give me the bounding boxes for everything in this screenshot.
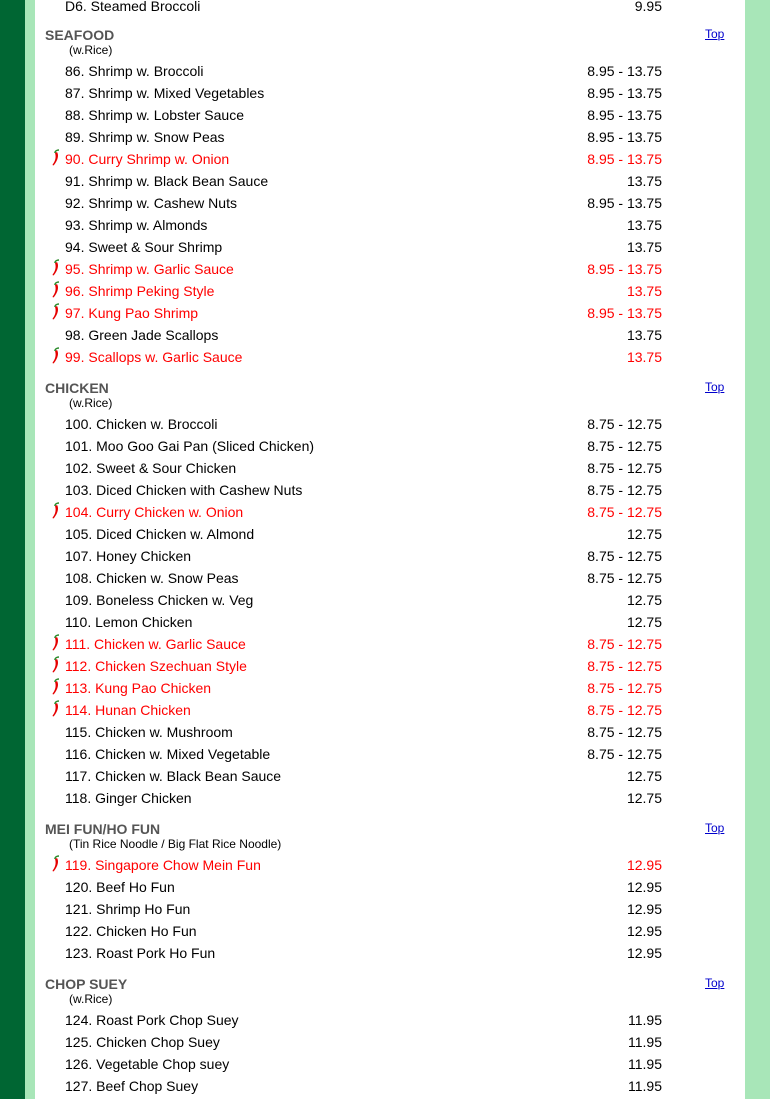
section-subtitle: (w.Rice) xyxy=(69,992,113,1006)
menu-item-name: 114. Hunan Chicken xyxy=(65,702,191,718)
menu-item xyxy=(35,457,745,479)
menu-item xyxy=(35,60,745,82)
menu-item-name: 122. Chicken Ho Fun xyxy=(65,923,197,939)
menu-item-price: 13.75 xyxy=(626,283,662,299)
section-subtitle: (w.Rice) xyxy=(69,396,113,410)
menu-item xyxy=(35,479,745,501)
menu-item-name: 88. Shrimp w. Lobster Sauce xyxy=(65,107,244,123)
menu-item-name: 113. Kung Pao Chicken xyxy=(65,680,212,696)
chili-pepper-icon xyxy=(50,502,62,520)
menu-item-price: 8.75 - 12.75 xyxy=(587,504,662,520)
menu-item-name: 102. Sweet & Sour Chicken xyxy=(65,460,237,476)
chili-pepper-icon xyxy=(50,281,62,299)
menu-item xyxy=(35,920,745,942)
menu-item xyxy=(35,1031,745,1053)
menu-item-price: 8.75 - 12.75 xyxy=(587,570,662,586)
menu-item xyxy=(35,854,745,876)
menu-item-name: 98. Green Jade Scallops xyxy=(65,327,219,343)
section-title: CHICKEN xyxy=(45,380,109,396)
chili-pepper-icon xyxy=(50,303,62,321)
menu-item xyxy=(35,1053,745,1075)
section-title: SEAFOOD xyxy=(45,27,115,43)
menu-item-price: 8.75 - 12.75 xyxy=(587,636,662,652)
menu-item-name: 91. Shrimp w. Black Bean Sauce xyxy=(65,173,269,189)
menu-item-name: 109. Boneless Chicken w. Veg xyxy=(65,592,254,608)
menu-item-price: 12.95 xyxy=(626,879,662,895)
menu-item xyxy=(35,589,745,611)
menu-item-price: 8.75 - 12.75 xyxy=(587,680,662,696)
menu-item-price: 12.75 xyxy=(626,790,662,806)
menu-item-price: 9.95 xyxy=(634,0,662,14)
menu-item-price: 8.95 - 13.75 xyxy=(587,85,662,101)
menu-item xyxy=(35,280,745,302)
menu-item-price: 8.95 - 13.75 xyxy=(587,63,662,79)
menu-item-price: 13.75 xyxy=(626,173,662,189)
menu-item-price: 13.75 xyxy=(626,239,662,255)
menu-item-name: 111. Chicken w. Garlic Sauce xyxy=(65,636,246,652)
menu-item-name: 117. Chicken w. Black Bean Sauce xyxy=(65,768,282,784)
menu-item xyxy=(35,677,745,699)
menu-item xyxy=(35,611,745,633)
menu-item-price: 8.75 - 12.75 xyxy=(587,416,662,432)
menu-item xyxy=(35,302,745,324)
menu-item-name: D6. Steamed Broccoli xyxy=(65,0,201,14)
section-subtitle: (w.Rice) xyxy=(69,43,113,57)
section-subtitle: (Tin Rice Noodle / Big Flat Rice Noodle) xyxy=(69,837,282,851)
menu-item xyxy=(35,545,745,567)
menu-item xyxy=(35,126,745,148)
menu-item xyxy=(35,192,745,214)
menu-item-name: 101. Moo Goo Gai Pan (Sliced Chicken) xyxy=(65,438,315,454)
section-title: MEI FUN/HO FUN xyxy=(45,821,161,837)
menu-item-name: 87. Shrimp w. Mixed Vegetables xyxy=(65,85,265,101)
top-link[interactable]: Top xyxy=(705,27,725,41)
menu-item xyxy=(35,170,745,192)
top-link[interactable]: Top xyxy=(705,821,725,835)
chili-pepper-icon xyxy=(50,347,62,365)
menu-item-name: 123. Roast Pork Ho Fun xyxy=(65,945,216,961)
menu-item-price: 8.75 - 12.75 xyxy=(587,658,662,674)
menu-item-name: 104. Curry Chicken w. Onion xyxy=(65,504,244,520)
chili-pepper-icon xyxy=(50,634,62,652)
menu-item-name: 89. Shrimp w. Snow Peas xyxy=(65,129,225,145)
menu-item-name: 96. Shrimp Peking Style xyxy=(65,283,215,299)
menu-item-name: 112. Chicken Szechuan Style xyxy=(65,658,247,674)
menu-item-name: 94. Sweet & Sour Shrimp xyxy=(65,239,223,255)
menu-item-name: 93. Shrimp w. Almonds xyxy=(65,217,208,233)
chili-pepper-icon xyxy=(50,855,62,873)
menu-item-price: 8.95 - 13.75 xyxy=(587,261,662,277)
menu-content xyxy=(35,0,745,1099)
menu-item xyxy=(35,501,745,523)
chili-pepper-icon xyxy=(50,678,62,696)
menu-item xyxy=(35,523,745,545)
menu-item-price: 11.95 xyxy=(628,1034,662,1050)
chili-pepper-icon xyxy=(50,656,62,674)
menu-item xyxy=(35,721,745,743)
menu-item-price: 13.75 xyxy=(626,349,662,365)
menu-item-price: 8.75 - 12.75 xyxy=(587,438,662,454)
menu-item-name: 126. Vegetable Chop suey xyxy=(65,1056,230,1072)
left-dark-border xyxy=(0,0,25,1099)
menu-item-name: 105. Diced Chicken w. Almond xyxy=(65,526,255,542)
menu-item xyxy=(35,82,745,104)
menu-item xyxy=(35,787,745,809)
menu-item-price: 8.75 - 12.75 xyxy=(587,548,662,564)
menu-item xyxy=(35,258,745,280)
menu-item-name: 95. Shrimp w. Garlic Sauce xyxy=(65,261,234,277)
menu-item-name: 92. Shrimp w. Cashew Nuts xyxy=(65,195,237,211)
menu-item-price: 11.95 xyxy=(628,1056,662,1072)
menu-item-price: 13.75 xyxy=(626,217,662,233)
menu-item-price: 12.75 xyxy=(626,592,662,608)
menu-item-name: 97. Kung Pao Shrimp xyxy=(65,305,199,321)
menu-item xyxy=(35,765,745,787)
menu-item-price: 8.75 - 12.75 xyxy=(587,702,662,718)
menu-item-price: 8.95 - 13.75 xyxy=(587,151,662,167)
chili-pepper-icon xyxy=(50,149,62,167)
right-light-border xyxy=(745,0,770,1099)
left-light-border xyxy=(25,0,35,1099)
menu-item-price: 8.75 - 12.75 xyxy=(587,746,662,762)
menu-item-price: 12.95 xyxy=(626,901,662,917)
menu-item-price: 8.75 - 12.75 xyxy=(587,482,662,498)
menu-item xyxy=(35,346,745,368)
menu-item-price: 11.95 xyxy=(628,1078,662,1094)
menu-item xyxy=(35,214,745,236)
menu-item xyxy=(35,567,745,589)
top-link[interactable]: Top xyxy=(705,976,725,990)
menu-item-name: 124. Roast Pork Chop Suey xyxy=(65,1012,239,1028)
menu-item-price: 13.75 xyxy=(626,327,662,343)
chili-pepper-icon xyxy=(50,700,62,718)
menu-item-price: 8.95 - 13.75 xyxy=(587,195,662,211)
menu-item xyxy=(35,435,745,457)
menu-item-price: 12.95 xyxy=(626,945,662,961)
menu-item-name: 116. Chicken w. Mixed Vegetable xyxy=(65,746,271,762)
menu-item-price: 12.75 xyxy=(626,614,662,630)
menu-item xyxy=(35,876,745,898)
menu-item-price: 11.95 xyxy=(628,1012,662,1028)
menu-item-price: 12.95 xyxy=(626,857,662,873)
menu-item xyxy=(35,236,745,258)
menu-item xyxy=(35,1009,745,1031)
menu-item xyxy=(35,898,745,920)
menu-item xyxy=(35,942,745,964)
menu-item-name: 118. Ginger Chicken xyxy=(65,790,192,806)
chili-pepper-icon xyxy=(50,259,62,277)
menu-item-price: 8.75 - 12.75 xyxy=(587,724,662,740)
menu-item xyxy=(35,413,745,435)
menu-item-name: 107. Honey Chicken xyxy=(65,548,192,564)
menu-item xyxy=(35,0,745,17)
menu-item-name: 120. Beef Ho Fun xyxy=(65,879,175,895)
menu-item-name: 115. Chicken w. Mushroom xyxy=(65,724,233,740)
menu-item-name: 86. Shrimp w. Broccoli xyxy=(65,63,204,79)
menu-item-price: 12.75 xyxy=(626,526,662,542)
menu-item-name: 100. Chicken w. Broccoli xyxy=(65,416,218,432)
top-link[interactable]: Top xyxy=(705,380,725,394)
menu-item-name: 99. Scallops w. Garlic Sauce xyxy=(65,349,243,365)
menu-item-name: 119. Singapore Chow Mein Fun xyxy=(65,857,261,873)
menu-item-name: 125. Chicken Chop Suey xyxy=(65,1034,220,1050)
menu-item-price: 12.95 xyxy=(626,923,662,939)
menu-item-name: 108. Chicken w. Snow Peas xyxy=(65,570,239,586)
menu-item-name: 110. Lemon Chicken xyxy=(65,614,193,630)
menu-item-price: 8.95 - 13.75 xyxy=(587,305,662,321)
menu-item xyxy=(35,104,745,126)
menu-item xyxy=(35,743,745,765)
menu-item xyxy=(35,148,745,170)
menu-item xyxy=(35,633,745,655)
menu-item-price: 12.75 xyxy=(626,768,662,784)
menu-item xyxy=(35,655,745,677)
menu-item-price: 8.95 - 13.75 xyxy=(587,129,662,145)
menu-item-name: 121. Shrimp Ho Fun xyxy=(65,901,191,917)
menu-item-name: 127. Beef Chop Suey xyxy=(65,1078,199,1094)
menu-item-name: 90. Curry Shrimp w. Onion xyxy=(65,151,230,167)
menu-item-price: 8.95 - 13.75 xyxy=(587,107,662,123)
menu-item xyxy=(35,699,745,721)
section-title: CHOP SUEY xyxy=(45,976,128,992)
menu-item xyxy=(35,324,745,346)
menu-item-name: 103. Diced Chicken with Cashew Nuts xyxy=(65,482,303,498)
menu-item-price: 8.75 - 12.75 xyxy=(587,460,662,476)
menu-item xyxy=(35,1075,745,1097)
